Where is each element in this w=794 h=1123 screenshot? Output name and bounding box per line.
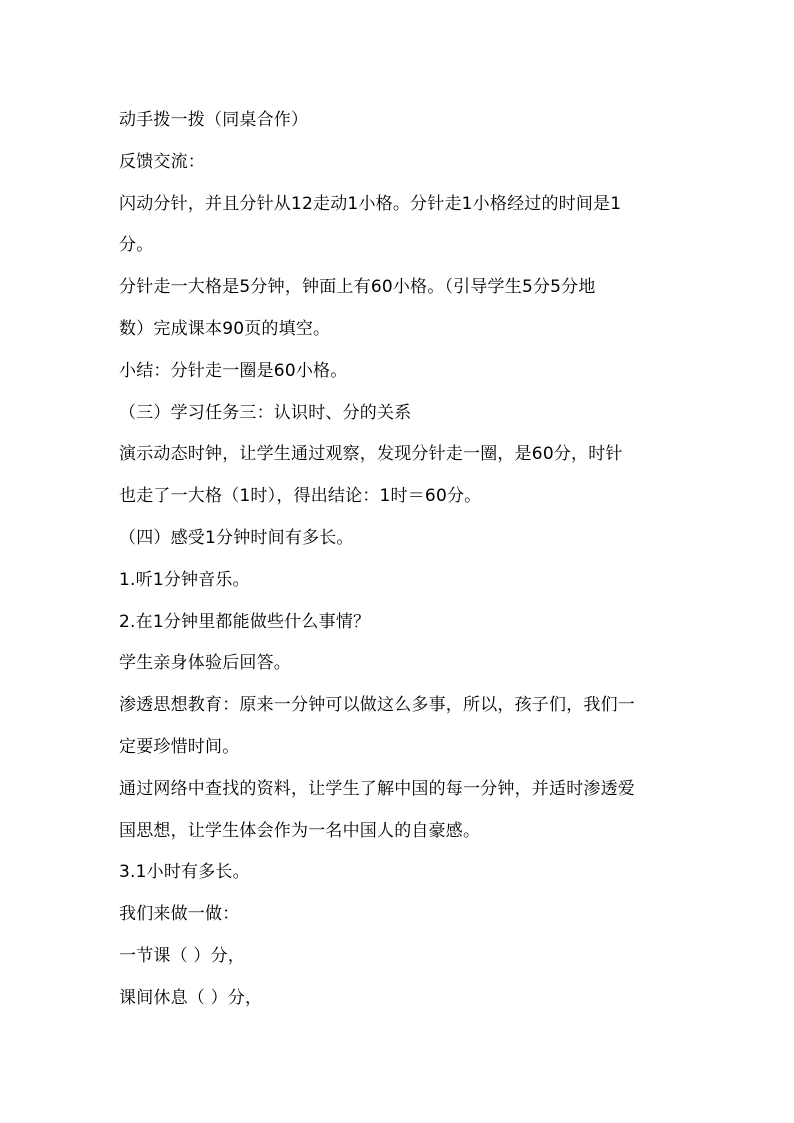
text-line: 国思想，让学生体会作为一名中国人的自豪感。 xyxy=(119,820,481,841)
text-line: 一节课（ ）分， xyxy=(119,945,246,966)
text-line: 反馈交流： xyxy=(119,151,205,172)
text-line: 小结：分针走一圈是60小格。 xyxy=(119,360,348,381)
text-line: 分。 xyxy=(119,235,154,256)
text-line: 分针走一大格是5分钟，钟面上有60小格。（引导学生5分5分地 xyxy=(119,277,596,298)
text-line: 定要珍惜时间。 xyxy=(119,736,240,757)
list-item: 2.在1分钟里都能做些什么事情？ xyxy=(119,611,371,632)
section-heading: （三）学习任务三：认识时、分的关系 xyxy=(119,402,412,423)
text-line: 演示动态时钟，让学生通过观察，发现分针走一圈，是60分，时针 xyxy=(119,444,623,465)
section-heading: （四）感受1分钟时间有多长。 xyxy=(119,527,354,548)
text-line: 通过网络中查找的资料，让学生了解中国的每一分钟，并适时渗透爱 xyxy=(119,778,635,799)
text-line: 渗透思想教育：原来一分钟可以做这么多事，所以，孩子们，我们一 xyxy=(119,695,635,716)
text-line: 闪动分针，并且分针从12走动1小格。分针走1小格经过的时间是1 xyxy=(119,193,622,214)
text-line: 我们来做一做： xyxy=(119,904,240,925)
text-line: 也走了一大格（1时），得出结论：1时＝60分。 xyxy=(119,486,482,507)
list-item: 3.1小时有多长。 xyxy=(119,862,250,883)
text-line: 动手拨一拨（同桌合作） xyxy=(119,110,309,130)
text-line: 数）完成课本90页的填空。 xyxy=(119,318,331,339)
text-line: 课间休息（ ）分， xyxy=(119,987,263,1008)
list-item: 1.听1分钟音乐。 xyxy=(119,569,250,590)
document-body xyxy=(119,100,679,1020)
text-line: 学生亲身体验后回答。 xyxy=(119,653,291,674)
